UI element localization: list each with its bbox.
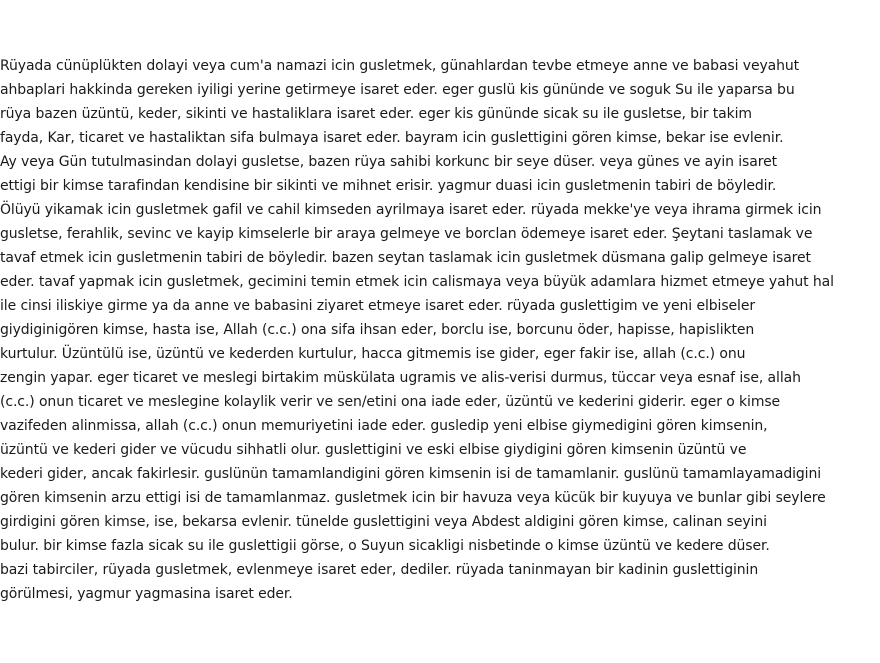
text-line: bazi tabirciler, rüyada gusletmek, evlenmeye isaret eder, dediler. rüyada taninmayan bir kadinin guslettiginin: [0, 562, 759, 578]
text-line: kurtulur. Üzüntülü ise, üzüntü ve kederden kurtulur, hacca gitmemis ise gider, eger fakir ise, allah (c.c.) onu: [0, 346, 746, 362]
text-line: (c.c.) onun ticaret ve meslegine kolaylik verir ve sen/etini ona iade eder, üzüntü ve kederini giderir. eger o kimse: [0, 394, 781, 410]
text-line: ahbaplari hakkinda gereken iyiligi yerine getirmeye isaret eder. eger guslü kis gününde ve soguk Su ile yaparsa bu: [0, 82, 795, 98]
text-line: eder. tavaf yapmak icin gusletmek, gecimini temin etmek icin calismaya veya büyük adamlara hizmet etmeye yahut hal: [0, 274, 834, 290]
text-line: kederi gider, ancak fakirlesir. guslünün tamamlandigini gören kimsenin isi de tamamlanir. guslünü tamamlayamadigini: [0, 466, 822, 482]
text-line: fayda, Kar, ticaret ve hastaliktan sifa bulmaya isaret eder. bayram icin guslettigini gören kimse, bekar ise evlenir.: [0, 130, 784, 146]
text-line: üzüntü ve kederi gider ve vücudu sihhatli olur. guslettigini ve eski elbise giydigini gören kimsenin üzüntü ve: [0, 442, 747, 458]
text-line: rüya bazen üzüntü, keder, sikinti ve hastaliklara isaret eder. eger kis gününde sicak su ile gusletse, bir takim: [0, 106, 752, 122]
text-line: tavaf etmek icin gusletmenin tabiri de böyledir. bazen seytan taslamak icin gusletmek düsmana galip gelmeye isaret: [0, 250, 811, 266]
text-line: bulur. bir kimse fazla sicak su ile guslettigii görse, o Suyun sicakligi nisbetinde o kimse üzüntü ve kedere düser.: [0, 538, 770, 554]
text-line: girdigini gören kimse, ise, bekarsa evlenir. tünelde guslettigini veya Abdest aldigini gören kimse, calinan seyini: [0, 514, 767, 530]
text-line: Ay veya Gün tutulmasindan dolayi gusletse, bazen rüya sahibi korkunc bir seye düser. veya günes ve ayin isaret: [0, 154, 777, 170]
text-line: zengin yapar. eger ticaret ve meslegi birtakim müskülata ugramis ve alis-verisi durmus, tüccar veya esnaf ise, allah: [0, 370, 801, 386]
text-line: ettigi bir kimse tarafindan kendisine bir sikinti ve mihnet erisir. yagmur duasi icin gusletmenin tabiri de böyledir.: [0, 178, 777, 194]
text-line: ile cinsi iliskiye girme ya da anne ve babasini ziyaret etmeye isaret eder. rüyada guslettigim ve yeni elbiseler: [0, 298, 755, 314]
text-line: gören kimsenin arzu ettigi isi de tamamlanmaz. gusletmek icin bir havuza veya kücük bir kuyuya ve bunlar gibi seylere: [0, 490, 826, 506]
text-line: giydiginigören kimse, hasta ise, Allah (c.c.) ona sifa ihsan eder, borclu ise, borcunu öder, hapisse, hapislikten: [0, 322, 755, 338]
text-line: vazifeden alinmissa, allah (c.c.) onun memuriyetini iade eder. gusledip yeni elbise giymedigini gören kimsenin,: [0, 418, 768, 434]
text-line: gusletse, ferahlik, sevinc ve kayip kimselerle bir araya gelmeye ve borclan ödemeye isaret eder. Şeytani taslamak ve: [0, 226, 813, 242]
text-line: görülmesi, yagmur yagmasina isaret eder.: [0, 586, 293, 602]
text-line: Rüyada cünüplükten dolayi veya cum'a namazi icin gusletmek, günahlardan tevbe etmeye anne ve babasi veyahut: [0, 58, 800, 74]
document-body: [0, 54, 880, 606]
text-line: Ölüyü yikamak icin gusletmek gafil ve cahil kimseden ayrilmaya isaret eder. rüyada mekke'ye veya ihrama girmek icin: [0, 202, 822, 218]
